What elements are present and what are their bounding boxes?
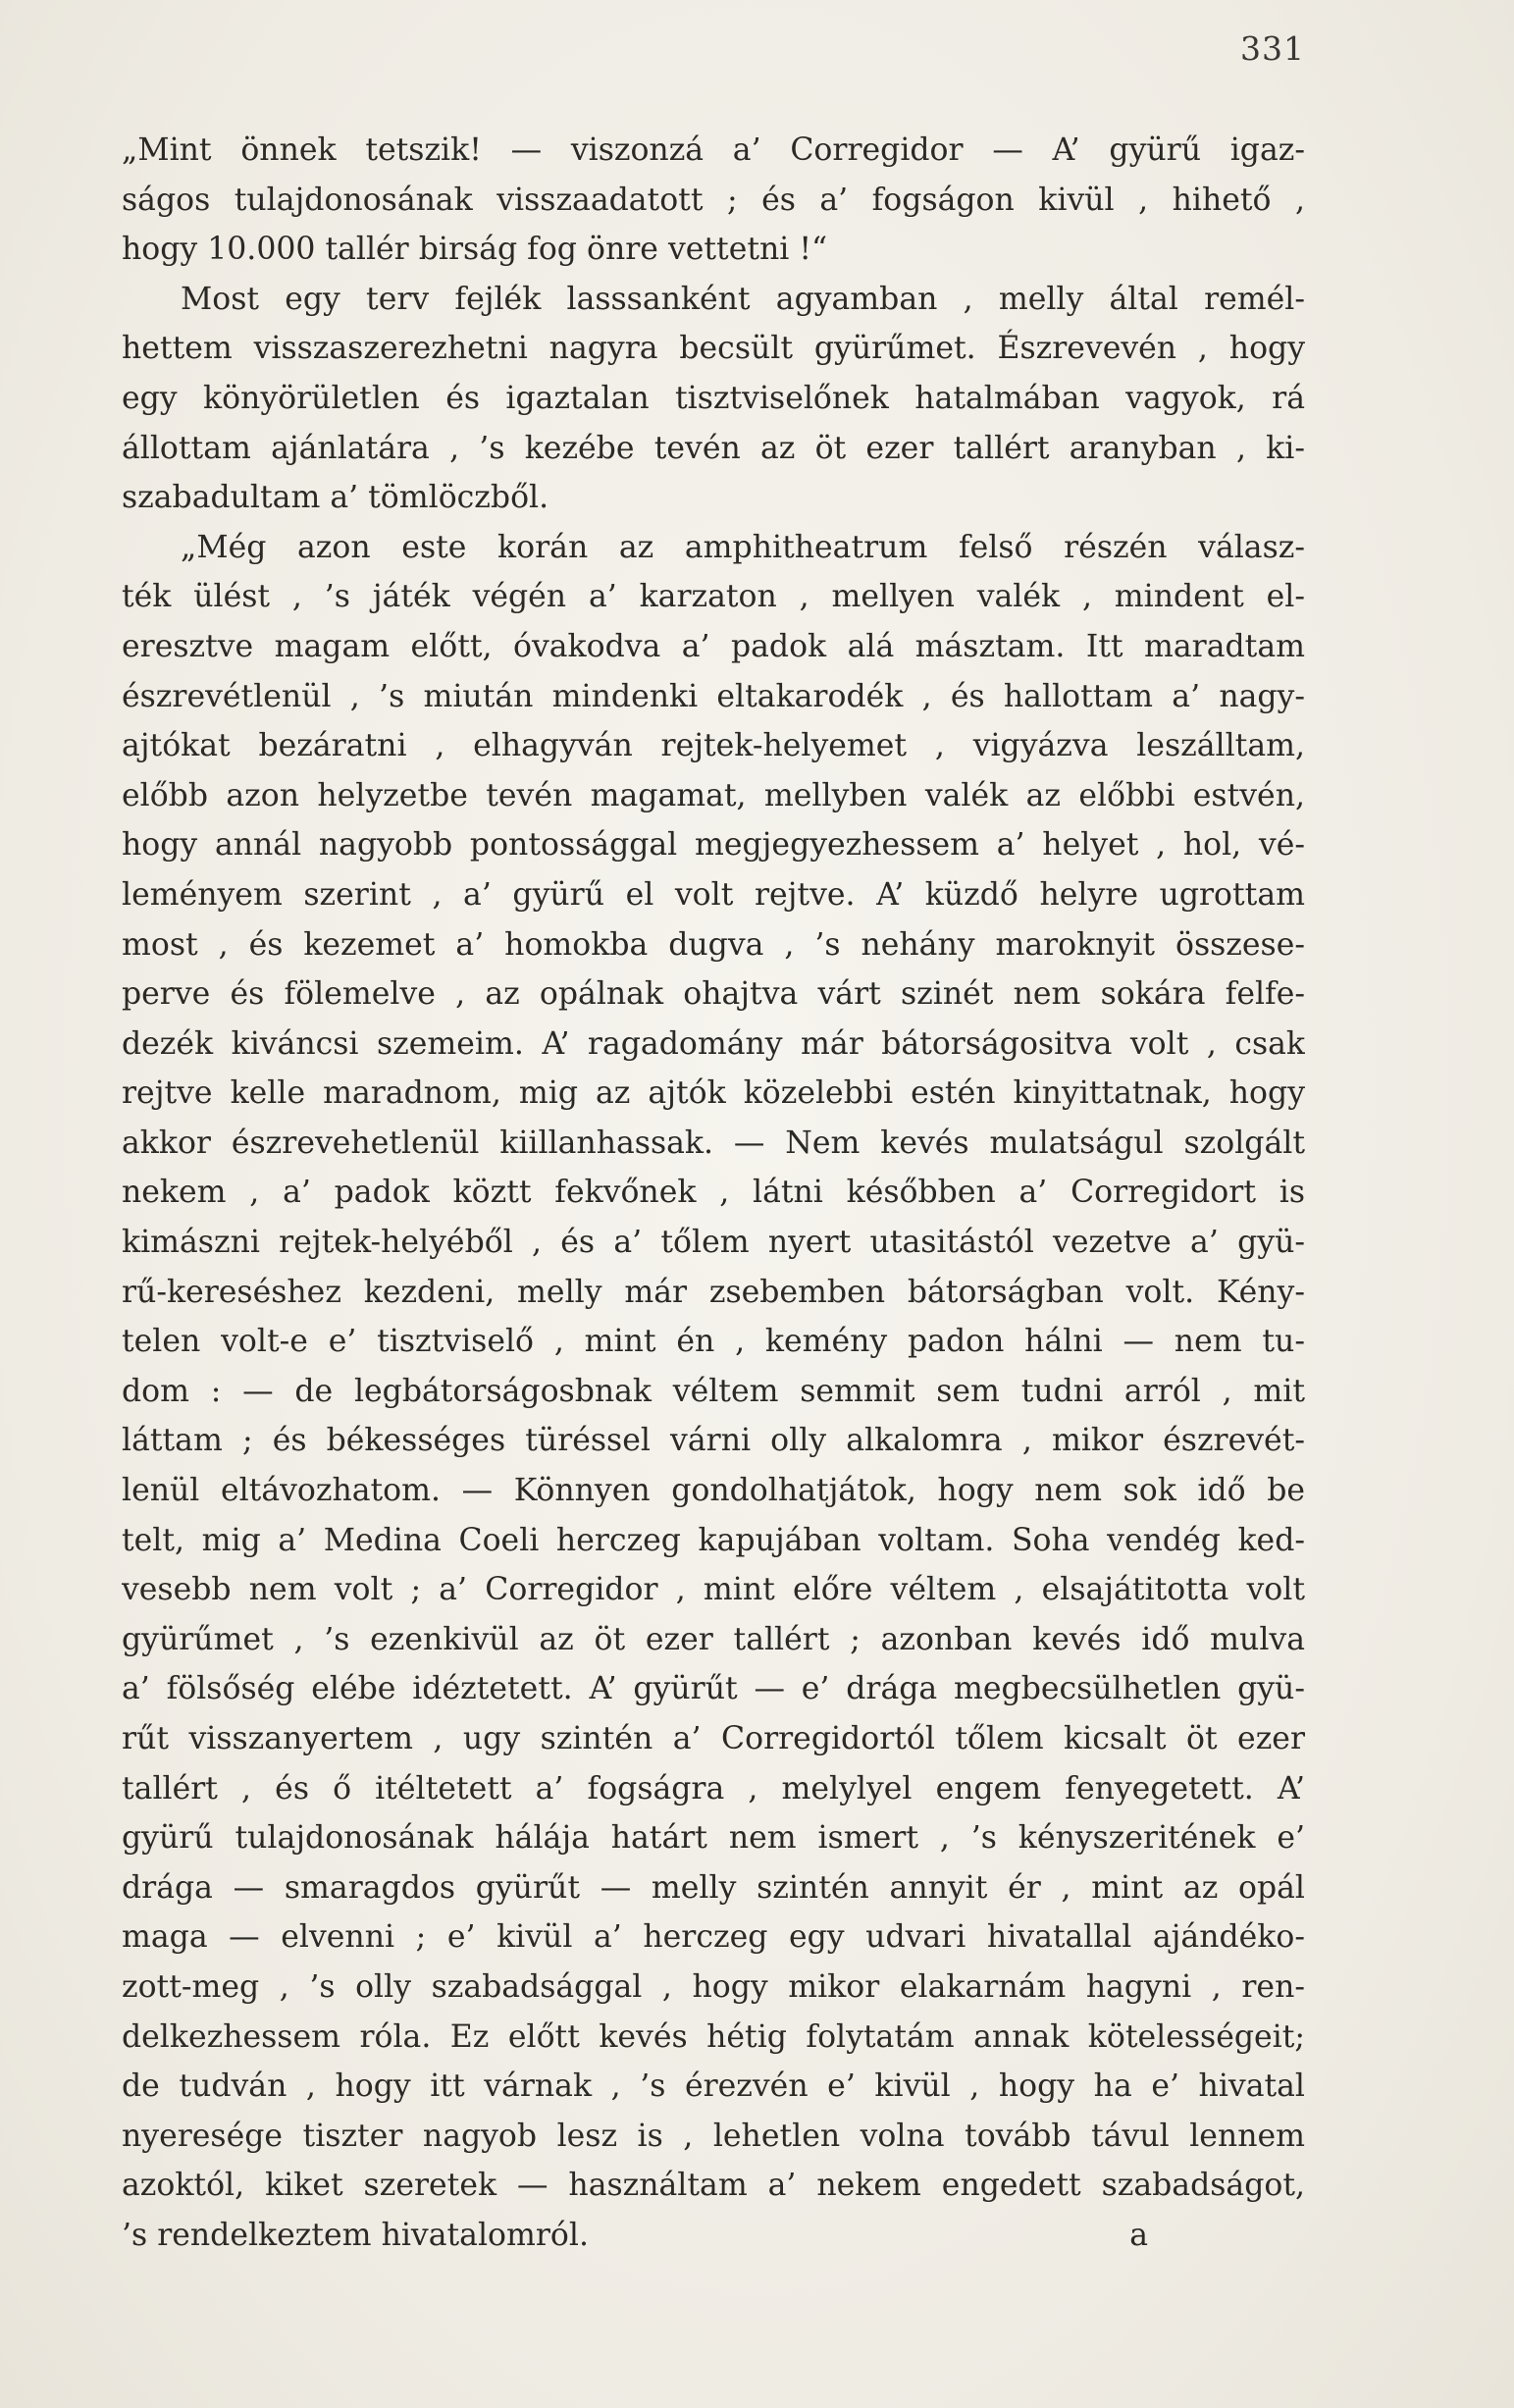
text-line: egy könyörületlen és igaztalan tisztviselőnek hatalmában vagyok, rá [122,380,1305,416]
text-line: észrevétlenül , ’s miután mindenki eltakarodék , és hallottam a’ nagy- [122,678,1305,714]
text-line: ték ülést , ’s játék végén a’ karzaton , mellyen valék , mindent el- [122,579,1305,615]
text-line: előbb azon helyzetbe tevén magamat, mellyben valék az előbbi estvén, [122,777,1305,813]
page-number: 331 [1240,29,1305,68]
text-line: de tudván , hogy itt várnak , ’s érezvén e’ kivül , hogy ha e’ hivatal [122,2068,1305,2105]
text-line: „Még azon este korán az amphitheatrum felső részén válasz- [181,529,1305,565]
text-line: zott-meg , ’s olly szabadsággal , hogy mikor elakarnám hagyni , ren- [122,1968,1305,2005]
text-line: azoktól, kiket szeretek — használtam a’ nekem engedett szabadságot, [122,2168,1305,2204]
body-text [122,126,1305,2261]
text-line: dezék kiváncsi szemeim. A’ ragadomány már bátorságositva volt , csak [122,1025,1305,1062]
text-line: a’ fölsőség elébe idéztetett. A’ gyürűt — e’ drága megbecsülhetlen gyü- [122,1671,1305,1707]
text-line: láttam ; és békességes türéssel várni olly alkalomra , mikor észrevét- [122,1423,1305,1459]
catchword: a [1129,2217,1148,2253]
text-line: rejtve kelle maradnom, mig az ajtók közelebbi estén kinyittatnak, hogy [122,1075,1305,1112]
text-line: nekem , a’ padok köztt fekvőnek , látni későbben a’ Corregidort is [122,1175,1305,1211]
text-line: rűt visszanyertem , ugy szintén a’ Corregidortól tőlem kicsalt öt ezer [122,1721,1305,1756]
text-line: telt, mig a’ Medina Coeli herczeg kapujában voltam. Soha vendég ked- [122,1522,1305,1558]
text-line: ajtókat bezáratni , elhagyván rejtek-helyemet , vigyázva leszálltam, [122,728,1305,764]
text-line: perve és fölemelve , az opálnak ohajtva várt szinét nem sokára felfe- [122,976,1305,1013]
text-line: ’s rendelkeztem hivatalomról. [122,2217,589,2253]
text-line: tallért , és ő itéltetett a’ fogságra , melylyel engem fenyegetett. A’ [122,1770,1305,1806]
last-line [122,2211,1305,2261]
text-line: szabadultam a’ tömlöczből. [122,480,549,516]
text-line: gyürű tulajdonosának hálája határt nem ismert , ’s kényszeritének e’ [122,1820,1305,1857]
text-line: maga — elvenni ; e’ kivül a’ herczeg egy udvari hivatallal ajándéko- [122,1919,1305,1956]
text-line: gyürűmet , ’s ezenkivül az öt ezer tallért ; azonban kevés idő mulva [122,1621,1305,1657]
text-line: hogy 10.000 tallér birság fog önre vettetni !“ [122,232,828,268]
text-line: vesebb nem volt ; a’ Corregidor , mint előre véltem , elsajátitotta volt [122,1572,1305,1608]
text-line: nyeresége tiszter nagyob lesz is , lehetlen volna tovább távul lennem [122,2118,1305,2154]
text-line: akkor észrevehetlenül kiillanhassak. — Nem kevés mulatságul szolgált [122,1125,1305,1161]
text-line: hettem visszaszerezhetni nagyra becsült gyürűmet. Észrevevén , hogy [122,331,1305,367]
text-line: kimászni rejtek-helyéből , és a’ tőlem nyert utasitástól vezetve a’ gyü- [122,1225,1305,1261]
text-line: most , és kezemet a’ homokba dugva , ’s nehány maroknyit összese- [122,926,1305,963]
text-line: hogy annál nagyobb pontossággal megjegyezhessem a’ helyet , hol, vé- [122,827,1305,864]
text-line: eresztve magam előtt, óvakodva a’ padok alá másztam. Itt maradtam [122,628,1305,664]
text-line: állottam ajánlatára , ’s kezébe tevén az öt ezer tallért aranyban , ki- [122,430,1305,466]
text-line: telen volt-e e’ tisztviselő , mint én , kemény padon hálni — nem tu- [122,1324,1305,1360]
text-line: ságos tulajdonosának visszaadatott ; és a’ fogságon kivül , hihető , [122,182,1305,218]
text-line: „Mint önnek tetszik! — viszonzá a’ Corregidor — A’ gyürű igaz- [122,132,1305,168]
text-line: leményem szerint , a’ gyürű el volt rejtve. A’ küzdő helyre ugrottam [122,876,1305,913]
text-line: Most egy terv fejlék lasssanként agyamban , melly által remél- [181,281,1305,317]
text-line: dom : — de legbátorságosbnak véltem semmit sem tudni arról , mit [122,1373,1305,1409]
text-line: delkezhessem róla. Ez előtt kevés hétig folytatám annak kötelességeit; [122,2018,1305,2055]
text-line: lenül eltávozhatom. — Könnyen gondolhatjátok, hogy nem sok idő be [122,1473,1305,1509]
text-line: drága — smaragdos gyürűt — melly szintén annyit ér , mint az opál [122,1869,1305,1906]
text-line: rű-kereséshez kezdeni, melly már zsebemben bátorságban volt. Kény- [122,1274,1305,1310]
